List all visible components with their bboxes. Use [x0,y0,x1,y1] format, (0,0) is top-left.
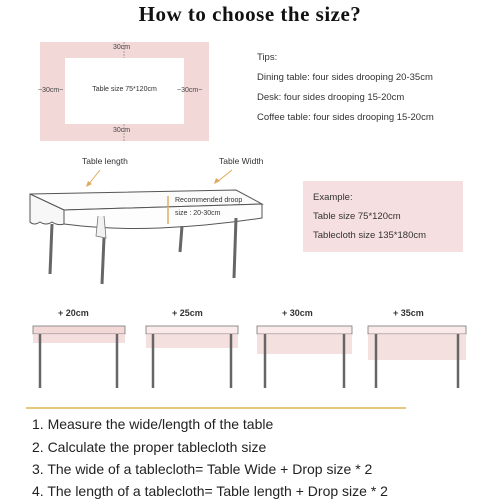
table-length-label: Table length [82,156,128,166]
table-width-label: Table Width [219,156,264,166]
table-drop-25 [146,326,238,388]
drop-size-tables [0,320,500,395]
tip-coffee: Coffee table: four sides drooping 15-20cm [257,112,434,123]
tips-heading: Tips: [257,52,278,63]
drop-label-30: + 30cm [282,308,313,318]
example-heading: Example: [313,192,353,203]
table-size-label: Table size 75*120cm [92,86,157,93]
top-dimension: 30cm [113,44,131,51]
tip-desk: Desk: four sides drooping 15-20cm [257,92,405,103]
page-title: How to choose the size? [138,2,362,26]
step-2: 2. Calculate the proper tablecloth size [32,439,267,455]
step-4: 4. The length of a tablecloth= Table length + Drop size * 2 [32,483,388,499]
table-drop-35 [368,326,466,388]
tip-dining: Dining table: four sides drooping 20-35cm [257,72,433,83]
drop-label-35: + 35cm [393,308,424,318]
table-illustration [0,160,300,285]
step-3: 3. The wide of a tablecloth= Table Wide + Drop size * 2 [32,461,373,477]
table-drop-20 [33,326,125,388]
table-drop-30 [257,326,352,388]
left-dimension: ~30cm~ [38,87,64,94]
droop-label-1: Recommended droop [175,197,243,204]
bottom-dimension: 30cm [113,127,131,134]
section-divider [26,407,406,409]
drop-label-25: + 25cm [172,308,203,318]
example-table-size: Table size 75*120cm [313,211,401,222]
step-1: 1. Measure the wide/length of the table [32,416,274,432]
right-dimension: ~30cm~ [177,87,203,94]
droop-label-2: size : 20-30cm [175,210,221,217]
example-tablecloth-size: Tablecloth size 135*180cm [313,230,427,241]
dimension-guides [40,42,210,142]
drop-label-20: + 20cm [58,308,89,318]
